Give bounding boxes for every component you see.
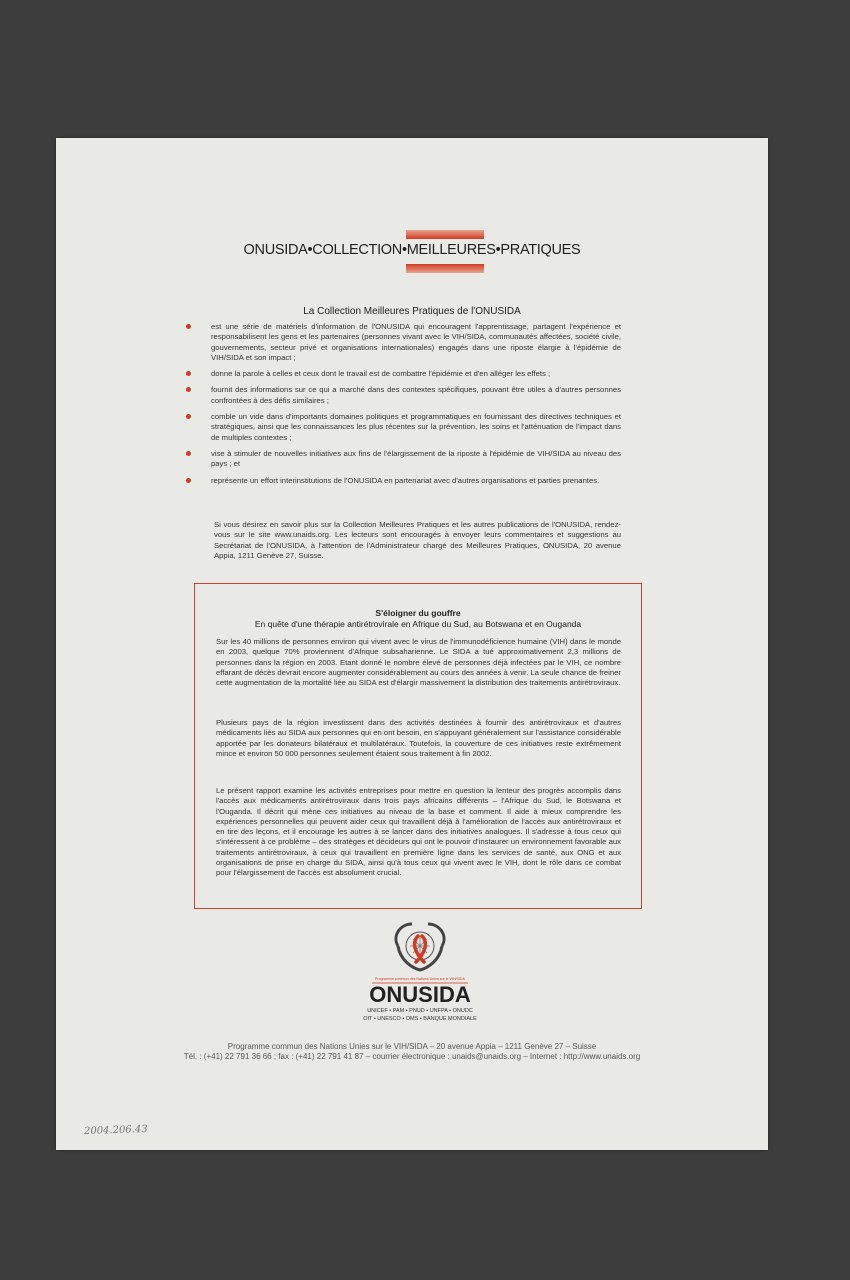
handwritten-inventory-number: 2004.206.43: [83, 1123, 148, 1138]
red-band-top: [406, 230, 484, 239]
logo-name: ONUSIDA: [369, 982, 471, 1007]
series-part-2: COLLECTION: [312, 242, 402, 258]
list-item: [211, 322, 621, 363]
logo-tagline: Programme commun des Nations Unies sur le VIH/SIDA: [375, 977, 465, 981]
more-info-paragraph: Si vous désirez en savoir plus sur la Collection Meilleures Pratiques et les autres publications de l'ONUSIDA, rendez-vous sur le site www.unaids.org. Les lecteurs sont encouragés à envoyer leurs commentaires et suggestions au Secrétariat de l'ONUSIDA, à l'attention de l'Administrateur chargé des Meilleures Pratiques, ONUSIDA, 20 avenue Appia, 1211 Genève 27, Suisse.: [214, 520, 621, 560]
intro-bullet-list: [211, 322, 621, 492]
bullet-dot: •: [307, 242, 313, 258]
onusida-logo: [362, 920, 478, 1030]
bullet-icon: [186, 451, 191, 456]
intro-title: La Collection Meilleures Pratiques de l'ONUSIDA: [303, 306, 521, 317]
bullet-text: est une série de matériels d'information de l'ONUSIDA qui encouragent l'apprentissage, partagent l'expérience et responsabilisent les gens et les partenaires (personnes vivant avec le VIH/SIDA, communautés affectées, société civile, gouvernements, secteur privé et organisations internationales) engagés dans une riposte élargie à l'épidémie de VIH/SIDA et son impact ;: [211, 322, 621, 362]
footer-address: [56, 1042, 768, 1062]
bullet-icon: [186, 387, 191, 392]
red-band-bottom: [406, 264, 484, 273]
series-heading: [56, 242, 768, 258]
logo-cosponsors-1: UNICEF • PAM • PNUD • UNFPA • ONUDC: [367, 1008, 473, 1014]
box-subtitle: En quête d'une thérapie antirétrovirale en Afrique du Sud, au Botswana et en Ouganda: [254, 619, 582, 629]
logo-cosponsors-2: OIT • UNESCO • OMS • BANQUE MONDIALE: [363, 1016, 477, 1022]
box-paragraph-2: Plusieurs pays de la région investissent dans des activités destinées à fournir des antirétroviraux et d'autres médicaments liés au SIDA aux personnes qui en ont besoin, en s'appuyant généralement sur l'assistance considérable apportée par les donateurs bilatéraux et multilatéraux. Toutefois, la couverture de ces initiatives reste extrêmement mince et environ 50 000 personnes seulement étaient sous traitement à fin 2002.: [216, 718, 621, 758]
bullet-text: représente un effort interinstitutions de l'ONUSIDA en partenariat avec d'autres organisations et parties prenantes.: [211, 475, 600, 485]
box-paragraph-1: Sur les 40 millions de personnes environ qui vivent avec le virus de l'immunodéficience humaine (VIH) dans le monde en 2003, quelque 70% proviennent d'Afrique subsaharienne. Le SIDA a tué approximativement 2,3 millions de personnes dans la région en 2003. Etant donné le nombre élevé de personnes déjà infectées par le VIH, ce nombre effarant de décès devrait encore augmenter considérablement au cours des années à venir. La seule chance de freiner cette augmentation de la mortalité liée au SIDA est d'élargir massivement la distribution des traitements antirétroviraux.: [216, 637, 621, 688]
footer-line-1: Programme commun des Nations Unies sur le VIH/SIDA – 20 avenue Appia – 1211 Genève 27 – Suisse: [227, 1042, 597, 1051]
box-title: S'éloigner du gouffre: [375, 608, 461, 618]
list-item: [211, 385, 621, 406]
box-paragraph-3: Le présent rapport examine les activités entreprises pour mettre en question la lenteur des progrès accomplis dans l'accès aux médicaments antirétroviraux dans trois pays africains différents – l'Afrique du Sud, le Botswana et l'Ouganda. Il décrit qui mène ces initiatives au niveau de la base et comment. Il aide à mieux comprendre les expériences personnelles qui peuvent aider ceux qui travaillent déjà à l'amélioration de l'accès aux antirétroviraux et en tire des leçons, et il encourage les autres à se lancer dans des initiatives analogues. Il s'adresse à tous ceux qui s'intéressent à ce problème – des stratèges et décideurs qui ont le pouvoir d'instaurer un environnement favorable aux traitements antirétroviraux, à ceux qui travaillent en première ligne dans les services de santé, aux ONG et aux organisations de prise en charge du SIDA, ainsi qu'à tous ceux qui vivent avec le VIH, dont le rôle dans ce combat pour l'élargissement de l'accès est absolument crucial.: [216, 786, 621, 878]
bullet-text: comble un vide dans d'importants domaines politiques et programmatiques en fournissant des directives techniques et stratégiques, ainsi que les connaissances les plus récentes sur la prévention, les soins et l'atténuation de l'impact dans de multiples contextes ;: [211, 412, 621, 442]
back-cover-page: [56, 138, 768, 1150]
bullet-dot: •: [401, 242, 407, 258]
series-part-1: ONUSIDA: [243, 242, 308, 258]
series-part-3: MEILLEURES: [406, 242, 496, 258]
list-item: [211, 476, 621, 486]
series-part-4: PRATIQUES: [500, 242, 581, 258]
bullet-dot: •: [495, 242, 501, 258]
bullet-icon: [186, 371, 191, 376]
un-emblem-icon: [362, 920, 478, 1030]
footer-line-2: Tél. : (+41) 22 791 36 66 ; fax : (+41) 22 791 41 87 – courrier électronique : unaids@unaids.org – Internet : http://www.unaids.org: [183, 1052, 641, 1061]
summary-box: [194, 583, 642, 909]
bullet-text: fournit des informations sur ce qui a marché dans des contextes spécifiques, pouvant être utiles à d'autres personnes confrontées à des défis similaires ;: [211, 385, 621, 405]
list-item: [211, 449, 621, 470]
bullet-icon: [186, 478, 191, 483]
bullet-text: vise à stimuler de nouvelles initiatives aux fins de l'élargissement de la riposte à l'épidémie de VIH/SIDA au niveau des pays ; et: [211, 448, 621, 469]
bullet-text: donne la parole à celles et ceux dont le travail est de combattre l'épidémie et d'en alléger les effets ;: [211, 369, 551, 379]
list-item: [211, 369, 621, 379]
bullet-icon: [186, 324, 191, 329]
list-item: [211, 412, 621, 443]
bullet-icon: [186, 414, 191, 419]
